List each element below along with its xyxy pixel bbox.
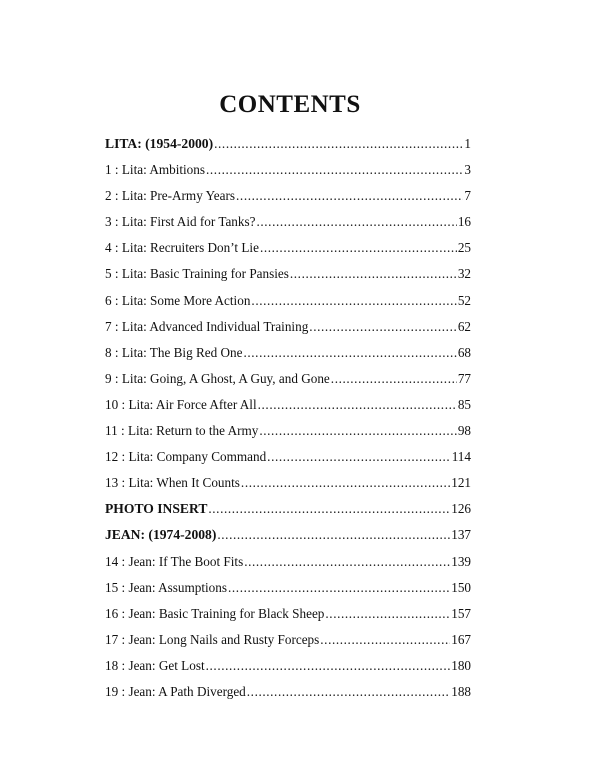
toc-entry[interactable] xyxy=(105,266,471,292)
toc-page-number: 98 xyxy=(457,423,471,439)
toc-entry[interactable] xyxy=(105,449,471,475)
toc-page-number: 68 xyxy=(457,344,471,360)
toc-page-number: 114 xyxy=(451,449,471,465)
toc-page-number: 7 xyxy=(464,188,471,204)
toc-entry[interactable] xyxy=(105,632,471,658)
toc-dot-leader xyxy=(259,423,456,439)
toc-dot-leader xyxy=(217,527,450,543)
toc-entry[interactable] xyxy=(105,423,471,449)
toc-page-number: 32 xyxy=(457,266,471,282)
toc-entry[interactable] xyxy=(105,658,471,684)
toc-entry[interactable] xyxy=(105,371,471,397)
toc-entry-title: 14 : Jean: If The Boot Fits xyxy=(105,553,244,569)
toc-dot-leader xyxy=(290,266,457,282)
toc-page-number: 180 xyxy=(451,657,471,673)
toc-entry[interactable] xyxy=(105,527,471,553)
toc-page-number: 126 xyxy=(451,501,471,517)
toc-page-number: 16 xyxy=(457,214,471,230)
toc-page-number: 77 xyxy=(457,370,471,386)
toc-dot-leader xyxy=(236,188,463,204)
toc-entry-title: 11 : Lita: Return to the Army xyxy=(105,423,259,439)
toc-dot-leader xyxy=(244,554,450,570)
toc-page-number: 137 xyxy=(451,527,471,543)
toc-page-number: 150 xyxy=(451,579,471,595)
toc-page-number: 52 xyxy=(457,292,471,308)
toc-entry-title: 7 : Lita: Advanced Individual Training xyxy=(105,318,309,334)
toc-entry[interactable] xyxy=(105,475,471,501)
toc-entry-title: 9 : Lita: Going, A Ghost, A Guy, and Gone xyxy=(105,370,330,386)
toc-entry[interactable] xyxy=(105,397,471,423)
toc-entry[interactable] xyxy=(105,188,471,214)
toc-entry-title: 2 : Lita: Pre-Army Years xyxy=(105,188,236,204)
toc-dot-leader xyxy=(256,214,456,230)
toc-entry-title: LITA: (1954-2000) xyxy=(105,136,214,151)
toc-dot-leader xyxy=(206,658,451,674)
toc-entry[interactable] xyxy=(105,214,471,240)
toc-entry-title: 8 : Lita: The Big Red One xyxy=(105,344,243,360)
toc-dot-leader xyxy=(260,240,457,256)
toc-dot-leader xyxy=(331,371,457,387)
toc-page-number: 121 xyxy=(451,475,471,491)
toc-entry-title: PHOTO INSERT xyxy=(105,501,208,517)
toc-entry[interactable] xyxy=(105,580,471,606)
toc-page-number: 3 xyxy=(464,162,471,178)
toc-entry[interactable] xyxy=(105,319,471,345)
toc-entry-title: 1 : Lita: Ambitions xyxy=(105,162,206,178)
toc-page-number: 139 xyxy=(451,553,471,569)
toc-entry[interactable] xyxy=(105,606,471,632)
toc-entry-title: 12 : Lita: Company Command xyxy=(105,449,267,465)
toc-dot-leader xyxy=(267,449,451,465)
toc-dot-leader xyxy=(241,475,450,491)
toc-entry-title: 16 : Jean: Basic Training for Black Sheep xyxy=(105,605,325,621)
toc-entry-title: 18 : Jean: Get Lost xyxy=(105,657,205,673)
toc-dot-leader xyxy=(243,345,456,361)
toc-entry[interactable] xyxy=(105,554,471,580)
table-of-contents xyxy=(105,136,471,710)
toc-entry[interactable] xyxy=(105,162,471,188)
toc-entry-title: 6 : Lita: Some More Action xyxy=(105,292,251,308)
toc-entry[interactable] xyxy=(105,345,471,371)
toc-dot-leader xyxy=(309,319,457,335)
toc-page-number: 62 xyxy=(457,318,471,334)
toc-page-number: 85 xyxy=(457,396,471,412)
toc-page-number: 188 xyxy=(451,683,471,699)
toc-dot-leader xyxy=(258,397,457,413)
toc-entry[interactable] xyxy=(105,240,471,266)
toc-entry[interactable] xyxy=(105,293,471,319)
toc-entry-title: JEAN: (1974-2008) xyxy=(105,527,217,543)
toc-entry-title: 4 : Lita: Recruiters Don’t Lie xyxy=(105,240,259,256)
toc-dot-leader xyxy=(228,580,450,596)
toc-page-number: 157 xyxy=(451,605,471,621)
toc-dot-leader xyxy=(325,606,450,622)
toc-dot-leader xyxy=(206,162,463,178)
toc-entry-title: 13 : Lita: When It Counts xyxy=(105,475,240,491)
toc-dot-leader xyxy=(247,684,450,700)
toc-dot-leader xyxy=(214,136,463,152)
toc-entry-title: 19 : Jean: A Path Diverged xyxy=(105,683,246,699)
toc-dot-leader xyxy=(208,501,450,517)
toc-page-number: 167 xyxy=(451,631,471,647)
toc-entry-title: 17 : Jean: Long Nails and Rusty Forceps xyxy=(105,631,320,647)
toc-page-number: 25 xyxy=(457,240,471,256)
toc-page-number: 1 xyxy=(464,136,471,151)
toc-dot-leader xyxy=(320,632,450,648)
toc-entry[interactable] xyxy=(105,136,471,162)
toc-dot-leader xyxy=(251,293,456,309)
toc-entry-title: 3 : Lita: First Aid for Tanks? xyxy=(105,214,256,230)
toc-entry[interactable] xyxy=(105,501,471,527)
toc-entry-title: 10 : Lita: Air Force After All xyxy=(105,396,257,412)
page-title: CONTENTS xyxy=(219,90,361,118)
toc-entry[interactable] xyxy=(105,684,471,710)
toc-entry-title: 15 : Jean: Assumptions xyxy=(105,579,227,595)
toc-entry-title: 5 : Lita: Basic Training for Pansies xyxy=(105,266,289,282)
